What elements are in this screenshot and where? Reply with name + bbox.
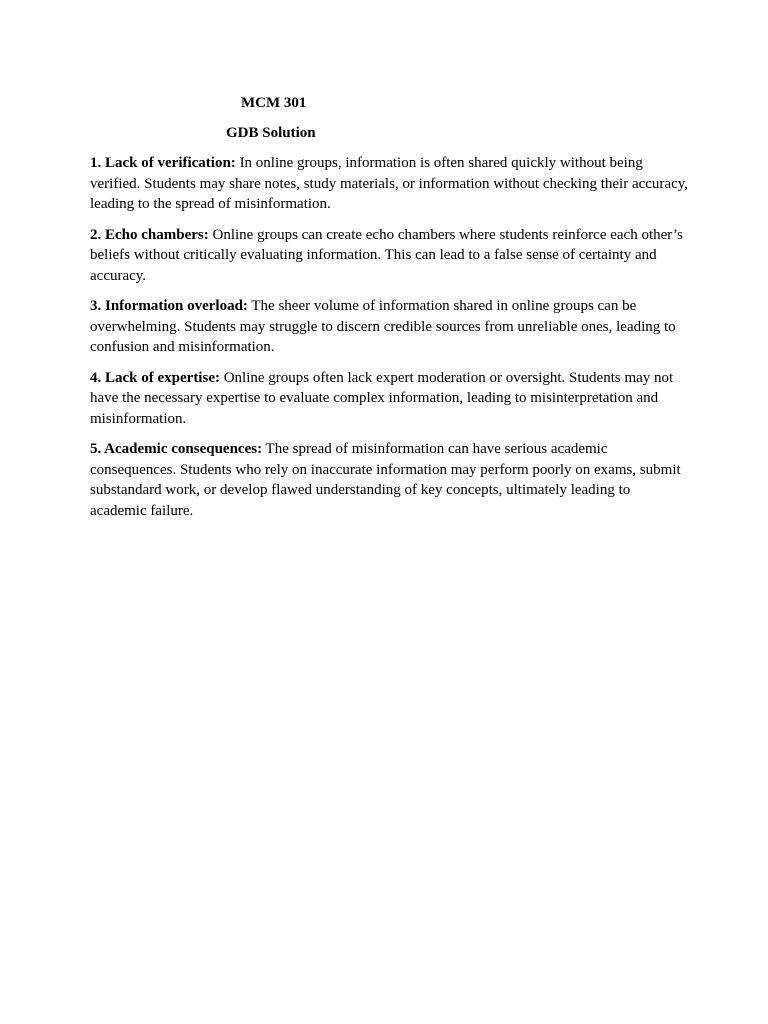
point-text: The sheer volume of information shared in online groups can be overwhelming. Students may struggle to discern credible sources from unreliable ones, leading to confusion and misinformation. [90, 298, 676, 355]
document-body [90, 153, 690, 531]
point-heading: 2. Echo chambers: [90, 226, 209, 243]
document-subtitle: GDB Solution [226, 125, 316, 141]
point-heading: 5. Academic consequences: [90, 441, 263, 457]
document-title: MCM 301 [241, 95, 307, 111]
point-lack-of-verification [90, 153, 690, 215]
point-text: The spread of misinformation can have serious academic consequences. Students who rely on inaccurate information may perform poorly on exams, submit substandard work, or develop flawed understanding of key concepts, ultimately leading to academic failure. [90, 441, 681, 519]
point-academic-consequences [90, 439, 690, 521]
point-text: Online groups can create echo chambers where students reinforce each other’s beliefs without critically evaluating information. This can lead to a false sense of certainty and accuracy. [90, 226, 683, 284]
point-lack-of-expertise [90, 368, 690, 430]
point-text: In online groups, information is often shared quickly without being verified. Students may share notes, study materials, or information without checking their accuracy, leading to the spread of misinformation. [90, 155, 689, 212]
point-heading: 1. Lack of verification: [90, 155, 236, 171]
point-text: Online groups often lack expert moderation or oversight. Students may not have the necessary expertise to evaluate complex information, leading to misinterpretation and misinformation. [90, 369, 674, 427]
point-heading: 4. Lack of expertise: [90, 369, 220, 386]
point-echo-chambers [90, 225, 690, 287]
point-information-overload [90, 296, 690, 358]
point-heading: 3. Information overload: [90, 298, 248, 314]
